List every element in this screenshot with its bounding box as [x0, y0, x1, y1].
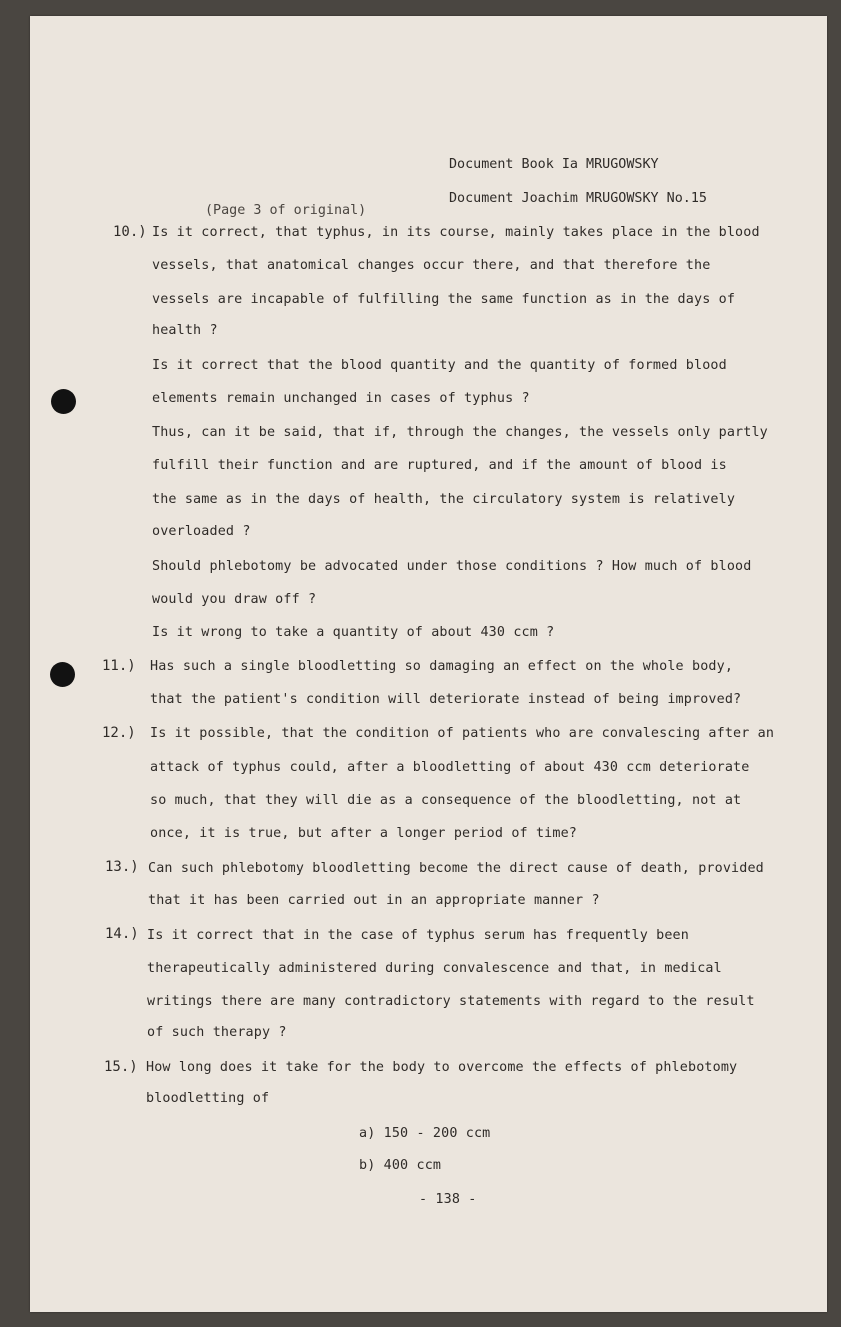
sub-item-b: b) 400 ccm	[359, 1158, 442, 1173]
question-number-14: 14.)	[105, 926, 139, 942]
page-reference: (Page 3 of original)	[205, 203, 367, 218]
question-line: vessels are incapable of fulfilling the same function as in the days of	[152, 292, 736, 307]
question-line: the same as in the days of health, the circulatory system is relatively	[152, 492, 736, 507]
question-line: that the patient's condition will deteriorate instead of being improved?	[150, 692, 742, 707]
document-page	[30, 16, 827, 1312]
question-line: once, it is true, but after a longer period of time?	[150, 826, 578, 841]
punch-hole-top	[51, 389, 76, 414]
document-number-header: Document Joachim MRUGOWSKY No.15	[449, 191, 707, 206]
question-line: Is it correct, that typhus, in its course, mainly takes place in the blood	[152, 225, 760, 240]
page-number: - 138 -	[419, 1192, 477, 1207]
question-line: so much, that they will die as a consequence of the bloodletting, not at	[150, 793, 742, 808]
question-line: of such therapy ?	[147, 1025, 287, 1040]
question-line: overloaded ?	[152, 524, 251, 539]
question-line: Is it correct that the blood quantity and the quantity of formed blood	[152, 358, 727, 373]
sub-item-a: a) 150 - 200 ccm	[359, 1126, 491, 1141]
question-line: Is it correct that in the case of typhus serum has frequently been	[147, 928, 689, 943]
punch-hole-bottom	[50, 662, 75, 687]
question-number-11: 11.)	[102, 658, 136, 674]
question-line: writings there are many contradictory statements with regard to the result	[147, 994, 755, 1009]
question-line: attack of typhus could, after a bloodletting of about 430 ccm deteriorate	[150, 760, 750, 775]
question-line: bloodletting of	[146, 1091, 270, 1106]
question-number-13: 13.)	[105, 859, 139, 875]
question-number-10: 10.)	[113, 224, 147, 240]
question-line: How long does it take for the body to overcome the effects of phlebotomy	[146, 1060, 738, 1075]
question-line: Thus, can it be said, that if, through the changes, the vessels only partly	[152, 425, 768, 440]
question-line: health ?	[152, 323, 218, 338]
question-line: Is it possible, that the condition of patients who are convalescing after an	[150, 726, 775, 741]
question-line: Is it wrong to take a quantity of about 430 ccm ?	[152, 625, 555, 640]
question-line: therapeutically administered during convalescence and that, in medical	[147, 961, 722, 976]
question-line: elements remain unchanged in cases of typhus ?	[152, 391, 530, 406]
question-line: Has such a single bloodletting so damaging an effect on the whole body,	[150, 659, 734, 674]
question-line: Can such phlebotomy bloodletting become the direct cause of death, provided	[148, 861, 764, 876]
question-line: Should phlebotomy be advocated under those conditions ? How much of blood	[152, 559, 752, 574]
question-line: vessels, that anatomical changes occur there, and that therefore the	[152, 258, 711, 273]
question-line: that it has been carried out in an appropriate manner ?	[148, 893, 600, 908]
document-book-header: Document Book Ia MRUGOWSKY	[449, 157, 659, 172]
question-line: fulfill their function and are ruptured, and if the amount of blood is	[152, 458, 727, 473]
question-number-12: 12.)	[102, 725, 136, 741]
question-line: would you draw off ?	[152, 592, 317, 607]
question-number-15: 15.)	[104, 1059, 138, 1075]
